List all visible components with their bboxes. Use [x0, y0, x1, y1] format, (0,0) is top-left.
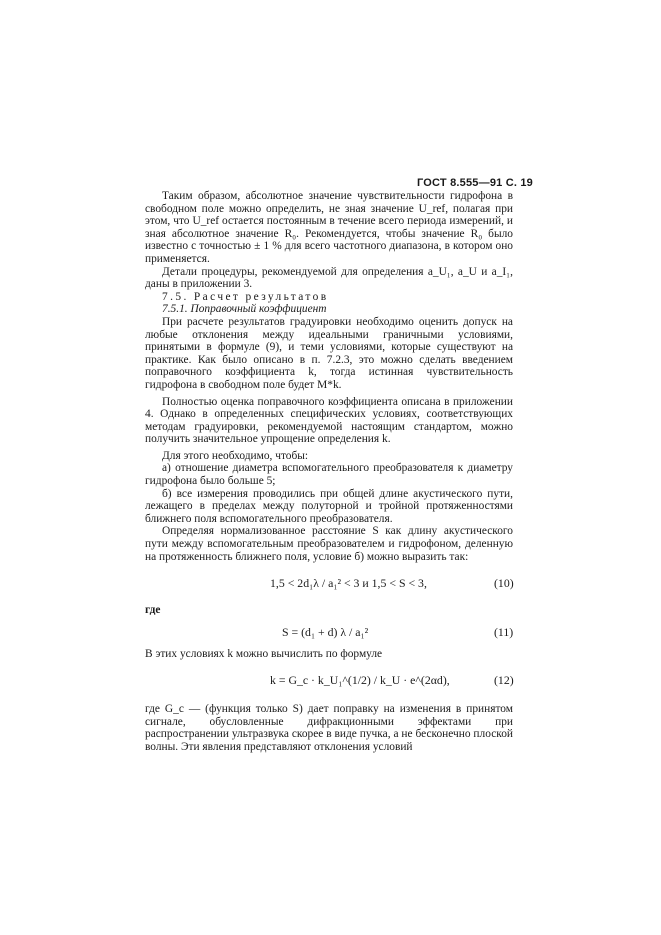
text-block-upper [145, 190, 513, 563]
formula-11: S = (d₁ + d) λ / a₁² [282, 625, 369, 639]
running-header: ГОСТ 8.555—91 С. 19 [417, 177, 534, 189]
paragraph-7: В этих условиях k можно вычислить по формуле [145, 648, 383, 660]
formula-10: 1,5 < 2d₁λ / a₁² < 3 и 1,5 < S < 3, [270, 576, 427, 590]
paragraph-2: Детали процедуры, рекомендуемой для определения a_U₁, a_U и a_I₁, даны в приложении 3. [145, 265, 513, 291]
subsection-title: 7.5.1. Поправочный коэффициент [162, 303, 327, 316]
where-label-1: где [145, 604, 161, 616]
list-item-b: б) все измерения проводились при общей длине акустического пути, лежащего в пределах между полуторной и тройной протяженностями ближнего поля вспомогательного преобразователя. [145, 487, 513, 525]
paragraph-8: где G_c — (функция только S) дает поправку на изменения в принятом сигнале, обусловленные дифракционными эффектами при распространении ультразвука скорее в виде пучка, а не бесконечно плоской волны. Эти явления представляют отклонения условий [145, 703, 513, 753]
formula-12: k = G_c · k_U₁^(1/2) / k_U · e^(2αd), [270, 673, 450, 687]
text-block-mid [145, 648, 513, 661]
formula-12-number: (12) [494, 673, 514, 687]
list-item-a: а) отношение диаметра вспомогательного преобразователя к диаметру гидрофона было больше 5; [145, 462, 513, 488]
paragraph-3: При расчете результатов градуировки необходимо оценить допуск на любые отклонения между идеальными граничными условиями, принятыми в формуле (9), и теми условиями, которые существуют на практике. Как было описано в п. 7.2.3, это можно сделать введением поправочного коэффициента k, тогда истинная чувствительность гидрофона в свободном поле будет M*k. [145, 315, 513, 391]
section-title: 7.5. Расчет результатов [162, 290, 329, 303]
paragraph-4: Полностью оценка поправочного коэффициента описана в приложении 4. Однако в определенных специфических условиях, соответствующих методам градуировки, рекомендуемой настоящим стандартом, можно получить значительное упрощение определения k. [145, 395, 513, 446]
formula-10-number: (10) [494, 576, 514, 590]
paragraph-1: Таким образом, абсолютное значение чувствительности гидрофона в свободном поле можно определить, не зная значение U_ref, полагая при этом, что U_ref остается постоянным в течение всего периода измерений, и зная абсолютное значение R₀. Рекомендуется, чтобы значение R₀ было известно с точностью ± 1 % для всего частотного диапазона, в котором оно применяется. [145, 190, 513, 265]
paragraph-6: Определяя нормализованное расстояние S как длину акустического пути между вспомогательным преобразователем и гидрофоном, деленную на протяженность ближнего поля, условие б) можно выразить так: [145, 525, 513, 563]
text-block-lower [145, 703, 513, 753]
formula-11-number: (11) [494, 625, 514, 639]
paragraph-5: Для этого необходимо, чтобы: [162, 449, 309, 462]
